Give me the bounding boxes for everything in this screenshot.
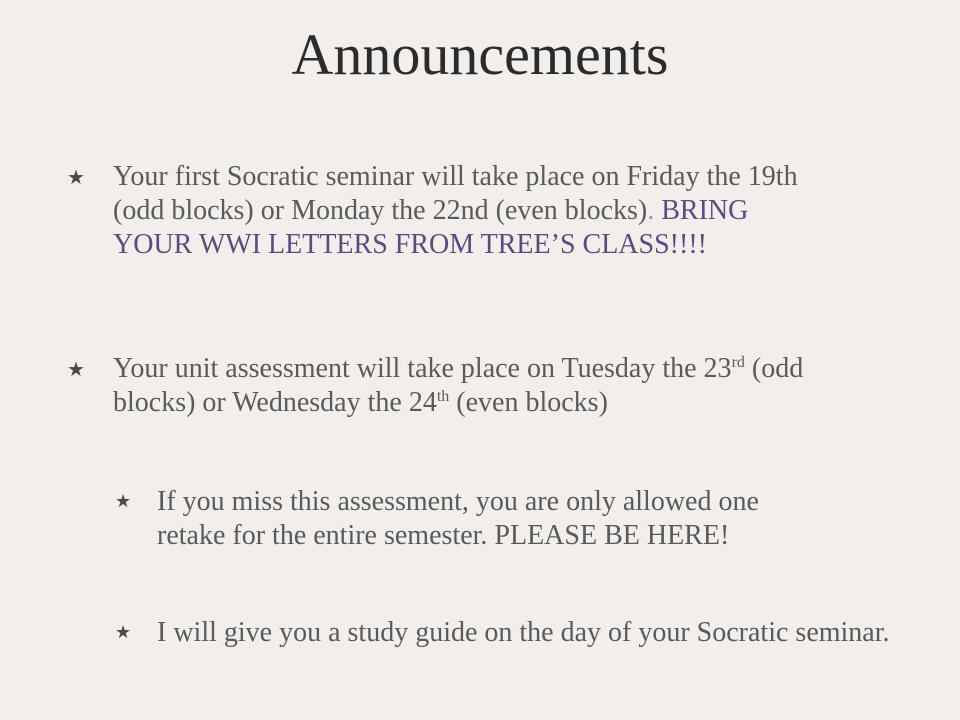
sub-bullet-item-retake xyxy=(115,485,807,553)
bullet-text xyxy=(113,160,833,262)
bullet-text-a: Your unit assessment will take place on Tuesday the 23 xyxy=(113,353,732,384)
star-bullet-icon: ★ xyxy=(67,165,85,189)
star-bullet-icon: ★ xyxy=(115,491,132,512)
bullet-text-b: (odd blocks) or Wednesday the 24 xyxy=(113,353,804,418)
bullet-text xyxy=(113,352,873,420)
bullet-text-dot: . xyxy=(647,195,655,226)
star-bullet-icon: ★ xyxy=(67,357,85,381)
ordinal-suffix-th: th xyxy=(436,388,450,405)
sub-bullet-item-study-guide xyxy=(115,616,917,650)
star-bullet-icon: ★ xyxy=(115,622,132,643)
ordinal-suffix-rd: rd xyxy=(731,354,745,371)
bullet-item-seminar xyxy=(67,160,833,262)
bullet-text-plain: Your first Socratic seminar will take place on Friday the 19th (odd blocks) or Monday the 22nd (even blocks) xyxy=(113,161,798,226)
bullet-text-emphasis: BRING YOUR WWI LETTERS FROM TREE’S CLASS!!!! xyxy=(113,195,749,260)
slide-title: Announcements xyxy=(291,22,669,87)
bullet-text-c: (even blocks) xyxy=(449,387,608,418)
sub-bullet-text: If you miss this assessment, you are only allowed one retake for the entire semester. PLEASE BE HERE! xyxy=(157,486,759,551)
sub-bullet-text: I will give you a study guide on the day of your Socratic seminar. xyxy=(157,617,890,648)
bullet-item-assessment xyxy=(67,352,873,420)
